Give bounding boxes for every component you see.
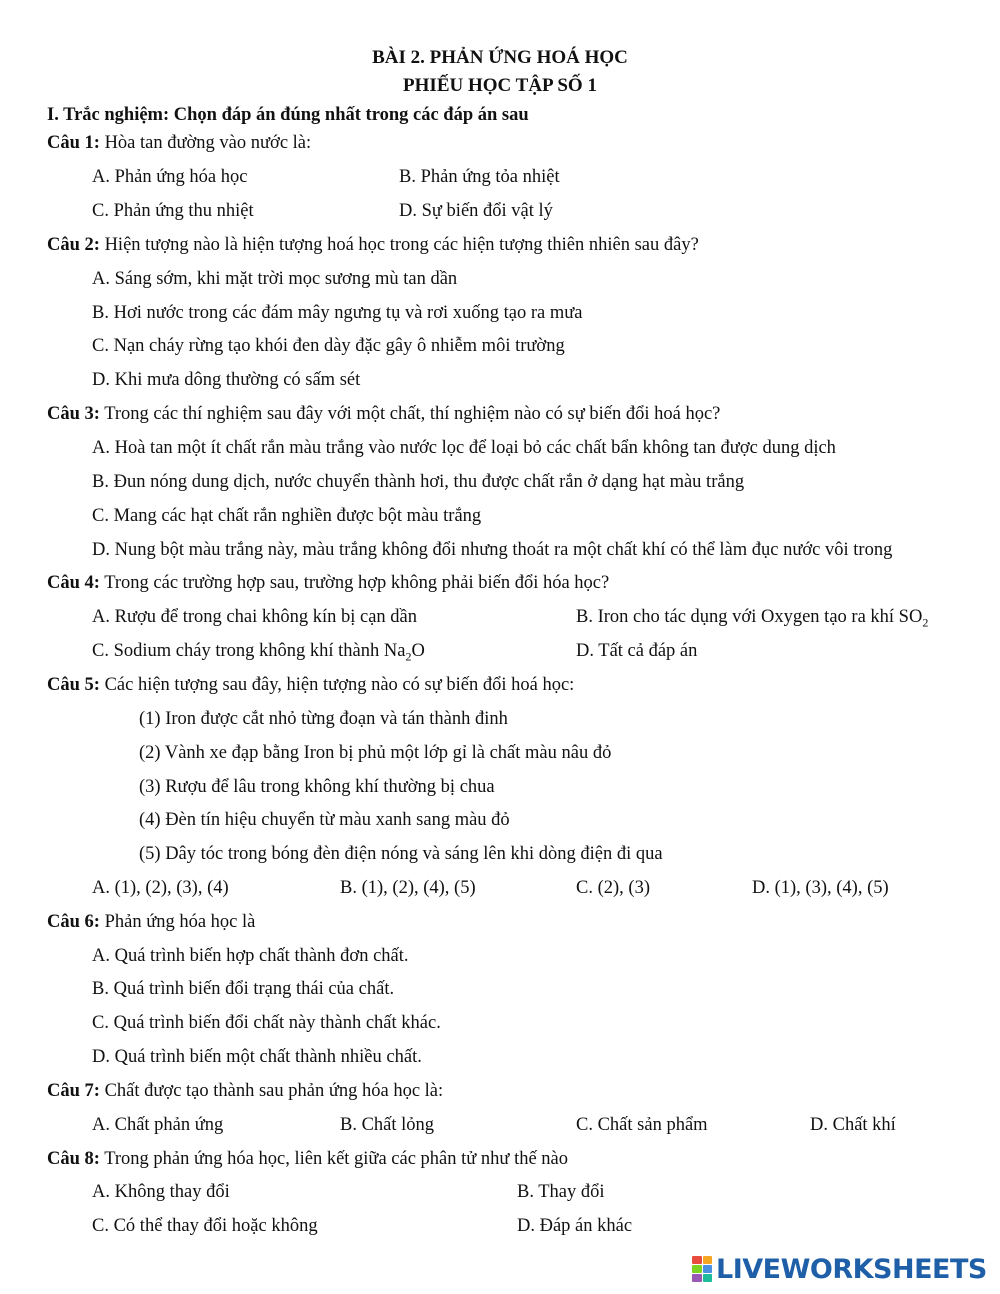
question-text: Hòa tan đường vào nước là:	[99, 133, 312, 153]
q5-statement-3: (3) Rượu để lâu trong không khí thường bị chua	[139, 777, 495, 797]
question-label: Câu 3:	[47, 404, 100, 424]
q1-option-d[interactable]: D. Sự biến đổi vật lý	[399, 201, 553, 221]
option-text: O	[411, 641, 425, 661]
q8-option-a[interactable]: A. Không thay đổi	[92, 1182, 230, 1202]
q5-statement-4: (4) Đèn tín hiệu chuyển từ màu xanh sang màu đỏ	[139, 810, 510, 830]
q6-option-d[interactable]: D. Quá trình biến một chất thành nhiều chất.	[92, 1047, 422, 1067]
q2-option-a[interactable]: A. Sáng sớm, khi mặt trời mọc sương mù tan dần	[92, 269, 458, 289]
question-2	[47, 233, 699, 257]
logo-text: LIVEWORKSHEETS	[716, 1253, 987, 1285]
q2-option-c[interactable]: C. Nạn cháy rừng tạo khói đen dày đặc gây ô nhiễm môi trường	[92, 336, 565, 356]
q6-option-c[interactable]: C. Quá trình biến đổi chất này thành chất khác.	[92, 1013, 441, 1033]
q4-option-a[interactable]: A. Rượu để trong chai không kín bị cạn dần	[92, 607, 417, 627]
question-label: Câu 7:	[47, 1081, 100, 1101]
question-label: Câu 8:	[47, 1149, 100, 1169]
q7-option-b[interactable]: B. Chất lỏng	[340, 1115, 435, 1135]
question-text: Chất được tạo thành sau phản ứng hóa học là:	[99, 1081, 444, 1101]
q5-statement-1: (1) Iron được cắt nhỏ từng đoạn và tán thành đinh	[139, 709, 508, 729]
logo-icon	[692, 1256, 712, 1282]
q8-option-c[interactable]: C. Có thể thay đổi hoặc không	[92, 1216, 318, 1236]
question-label: Câu 6:	[47, 912, 100, 932]
question-3	[47, 402, 720, 426]
q1-option-a[interactable]: A. Phản ứng hóa học	[92, 167, 248, 187]
q3-option-c[interactable]: C. Mang các hạt chất rắn nghiền được bột màu trắng	[92, 506, 482, 526]
question-text: Hiện tượng nào là hiện tượng hoá học trong các hiện tượng thiên nhiên sau đây?	[99, 235, 699, 255]
question-text: Trong các trường hợp sau, trường hợp không phải biến đổi hóa học?	[99, 573, 610, 593]
q5-option-a[interactable]: A. (1), (2), (3), (4)	[92, 878, 229, 898]
worksheet-subtitle: PHIẾU HỌC TẬP SỐ 1	[403, 75, 597, 96]
question-text: Phản ứng hóa học là	[99, 912, 256, 932]
q8-option-d[interactable]: D. Đáp án khác	[517, 1216, 633, 1236]
liveworksheets-logo	[692, 1254, 987, 1284]
question-4	[47, 571, 609, 595]
question-6	[47, 910, 255, 934]
q1-option-b[interactable]: B. Phản ứng tỏa nhiệt	[399, 167, 560, 187]
question-8	[47, 1147, 568, 1171]
q3-option-a[interactable]: A. Hoà tan một ít chất rắn màu trắng vào nước lọc để loại bỏ các chất bẩn không tan được dung dịch	[92, 438, 836, 458]
q7-option-a[interactable]: A. Chất phản ứng	[92, 1115, 224, 1135]
q5-statement-2: (2) Vành xe đạp bằng Iron bị phủ một lớp gỉ là chất màu nâu đỏ	[139, 743, 612, 763]
q5-option-c[interactable]: C. (2), (3)	[576, 878, 650, 898]
question-label: Câu 1:	[47, 133, 100, 153]
q6-option-b[interactable]: B. Quá trình biến đổi trạng thái của chất.	[92, 979, 395, 999]
question-1	[47, 131, 311, 155]
question-label: Câu 5:	[47, 675, 100, 695]
q5-option-b[interactable]: B. (1), (2), (4), (5)	[340, 878, 476, 898]
q2-option-b[interactable]: B. Hơi nước trong các đám mây ngưng tụ và rơi xuống tạo ra mưa	[92, 303, 583, 323]
question-7	[47, 1079, 443, 1103]
q7-option-d[interactable]: D. Chất khí	[810, 1115, 896, 1135]
section-heading: I. Trắc nghiệm: Chọn đáp án đúng nhất trong các đáp án sau	[47, 105, 529, 125]
q2-option-d[interactable]: D. Khi mưa dông thường có sấm sét	[92, 370, 361, 390]
q6-option-a[interactable]: A. Quá trình biến hợp chất thành đơn chất.	[92, 946, 409, 966]
q1-option-c[interactable]: C. Phản ứng thu nhiệt	[92, 201, 254, 221]
q4-option-d[interactable]: D. Tất cả đáp án	[576, 641, 698, 661]
question-label: Câu 4:	[47, 573, 100, 593]
q3-option-b[interactable]: B. Đun nóng dung dịch, nước chuyển thành hơi, thu được chất rắn ở dạng hạt màu trắng	[92, 472, 745, 492]
q5-statement-5: (5) Dây tóc trong bóng đèn điện nóng và sáng lên khi dòng điện đi qua	[139, 844, 663, 864]
q3-option-d[interactable]: D. Nung bột màu trắng này, màu trắng không đổi nhưng thoát ra một chất khí có thể làm đục nước vôi trong	[92, 540, 893, 560]
question-text: Trong phản ứng hóa học, liên kết giữa các phân tử như thế nào	[99, 1149, 569, 1169]
q8-option-b[interactable]: B. Thay đổi	[517, 1182, 605, 1202]
option-text: B. Iron cho tác dụng với Oxygen tạo ra khí SO	[576, 607, 923, 627]
question-text: Trong các thí nghiệm sau đây với một chất, thí nghiệm nào có sự biến đổi hoá học?	[99, 404, 721, 424]
q4-option-c[interactable]	[92, 639, 425, 669]
question-label: Câu 2:	[47, 235, 100, 255]
q7-option-c[interactable]: C. Chất sản phẩm	[576, 1115, 708, 1135]
worksheet-title: BÀI 2. PHẢN ỨNG HOÁ HỌC	[372, 47, 628, 68]
question-5	[47, 673, 574, 697]
option-text: C. Sodium cháy trong không khí thành Na	[92, 641, 406, 661]
subscript: 2	[405, 649, 412, 664]
question-text: Các hiện tượng sau đây, hiện tượng nào có sự biến đổi hoá học:	[99, 675, 575, 695]
q4-option-b[interactable]	[576, 605, 928, 635]
subscript: 2	[922, 615, 929, 630]
q5-option-d[interactable]: D. (1), (3), (4), (5)	[752, 878, 889, 898]
